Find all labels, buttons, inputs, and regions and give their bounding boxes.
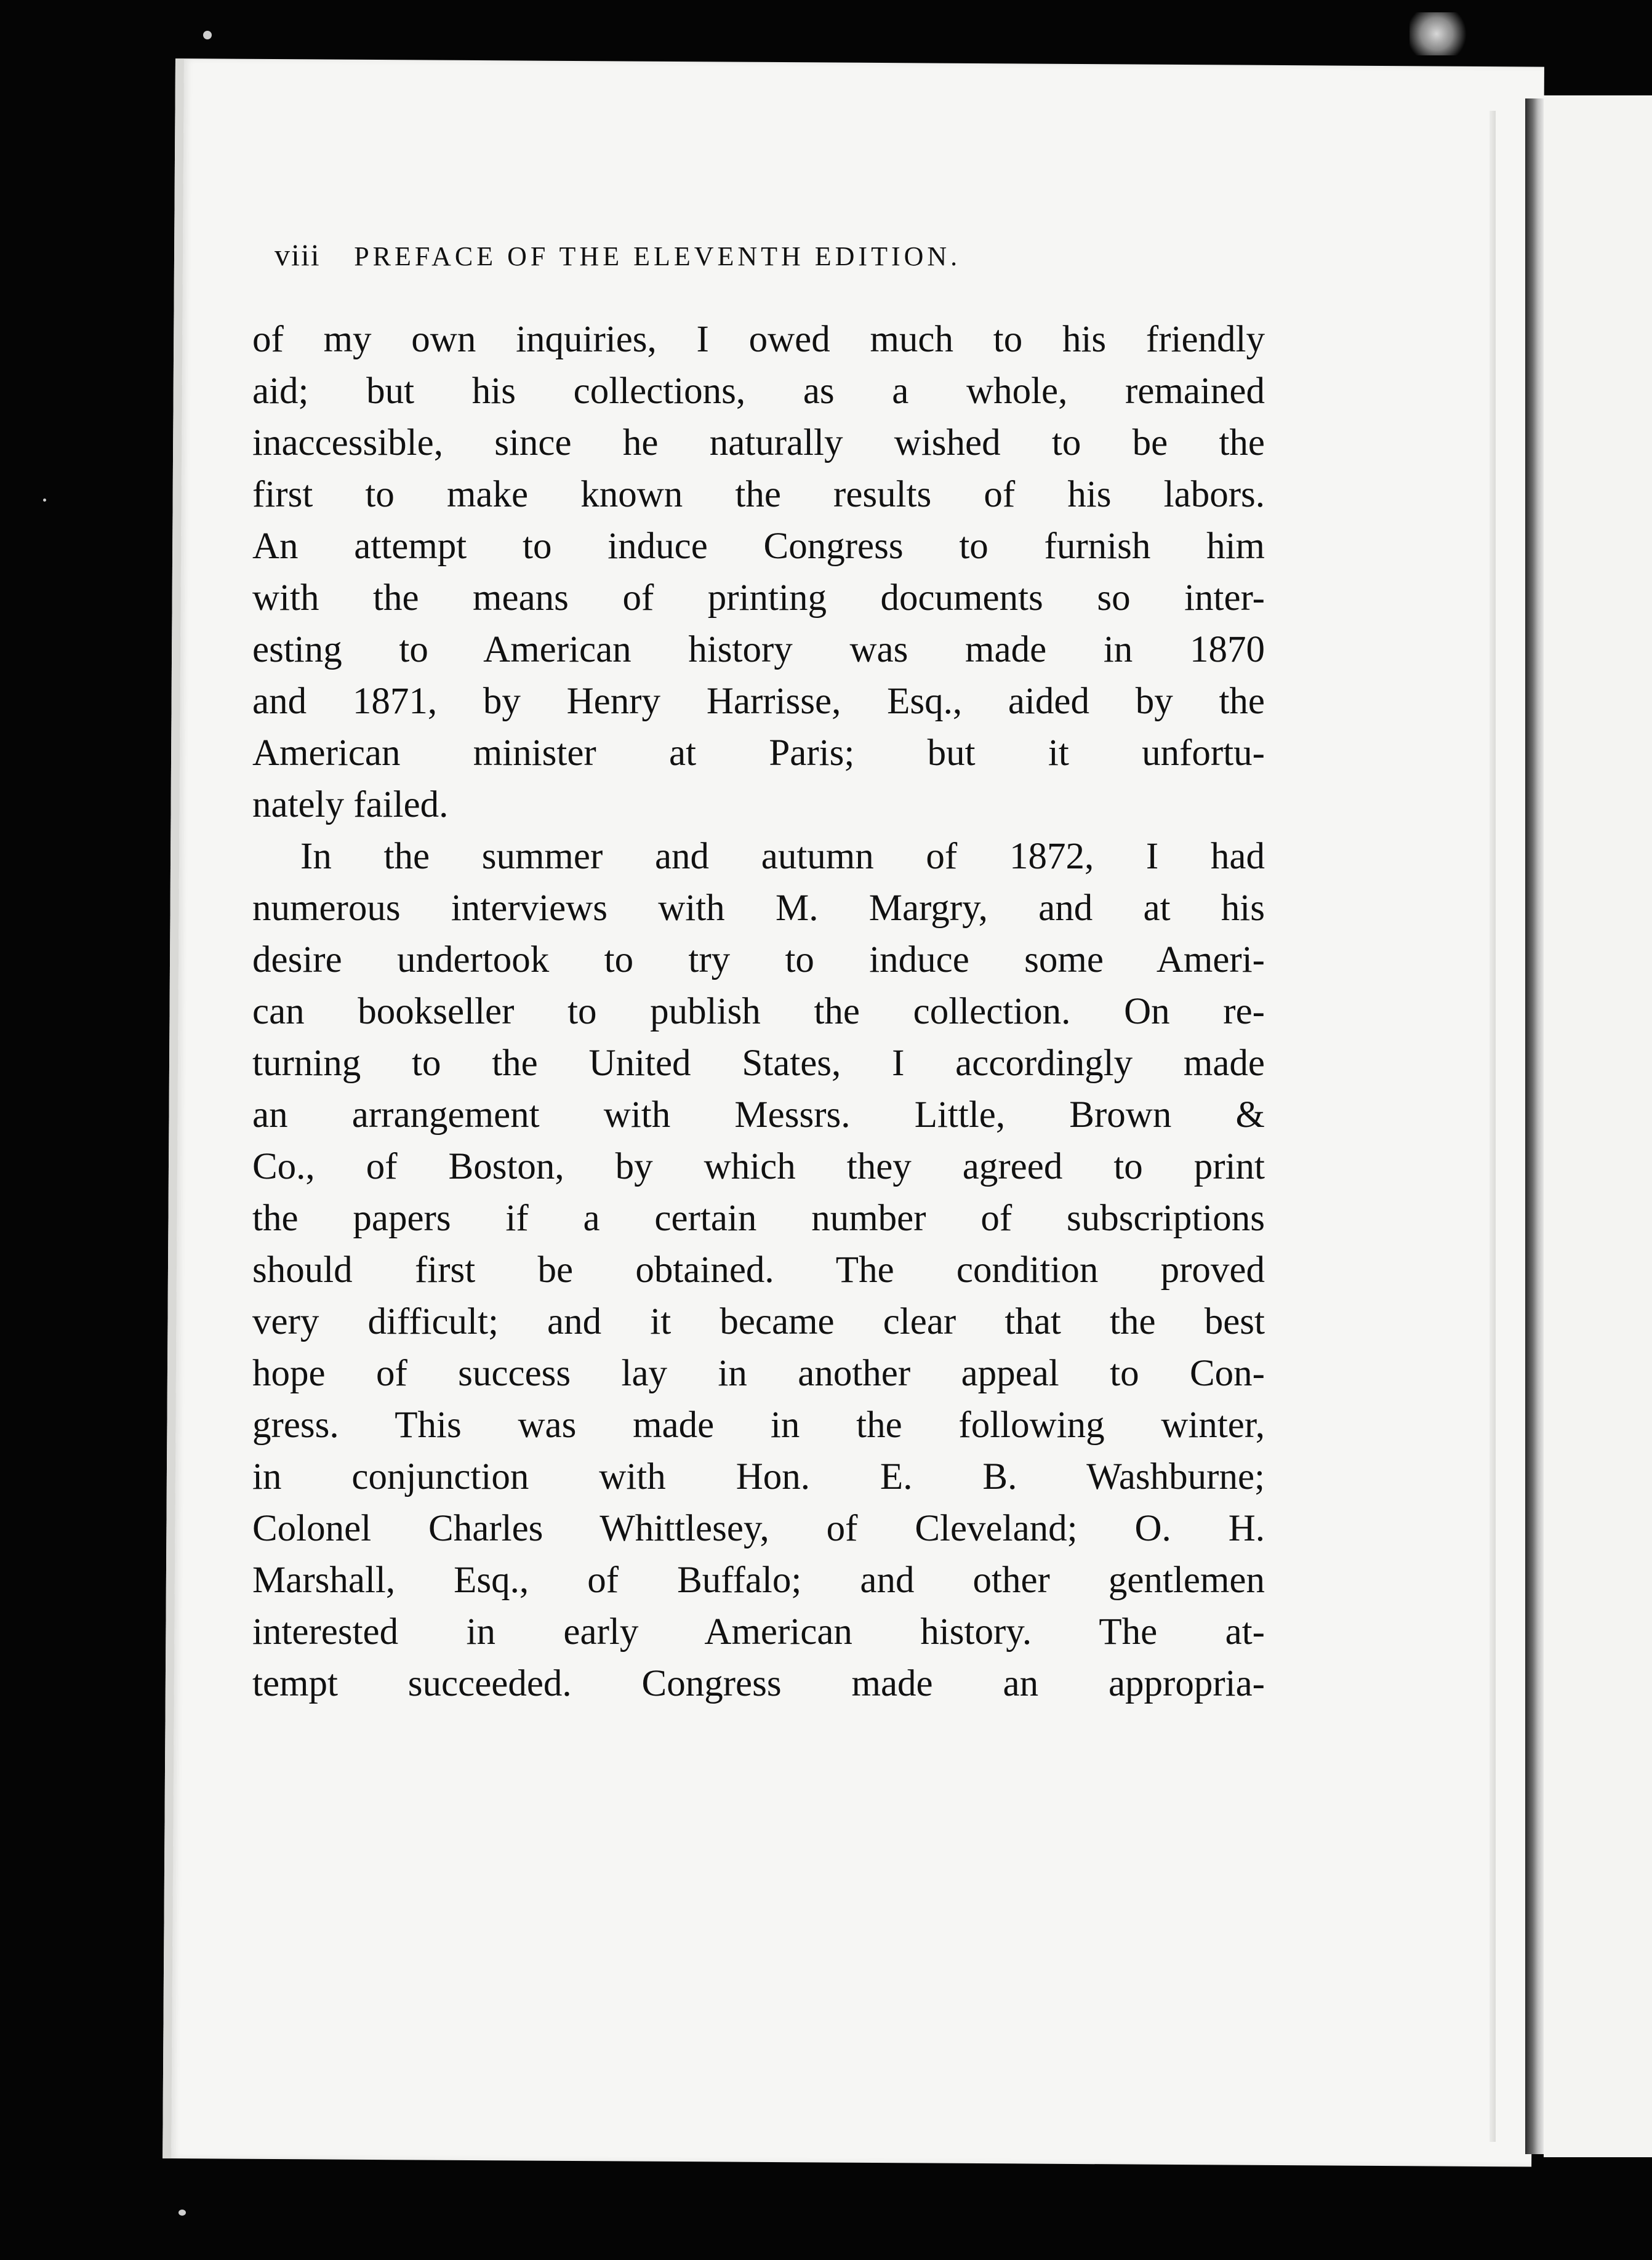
body-text: [252, 314, 1265, 1710]
text-line: aid; but his collections, as a whole, remained: [252, 371, 1265, 412]
dust-speck: [178, 2210, 186, 2216]
text-line: with the means of printing documents so inter-: [252, 577, 1265, 619]
text-line: tempt succeeded. Congress made an appropria-: [252, 1663, 1265, 1704]
scan-artifact: [1409, 12, 1477, 55]
text-line: the papers if a certain number of subscriptions: [252, 1198, 1265, 1239]
dust-speck: [43, 499, 46, 502]
text-line: should first be obtained. The condition proved: [252, 1249, 1265, 1291]
page-number: viii: [275, 238, 321, 272]
dust-speck: [203, 31, 212, 39]
paragraph-start: In the summer and autumn of 1872, I had: [300, 836, 1265, 877]
text-line: hope of success lay in another appeal to Con-: [252, 1353, 1265, 1394]
facing-page-strip: [1544, 95, 1652, 2157]
text-line: Co., of Boston, by which they agreed to print: [252, 1146, 1265, 1187]
text-line: in conjunction with Hon. E. B. Washburne;: [252, 1456, 1265, 1497]
text-line: and 1871, by Henry Harrisse, Esq., aided by the: [252, 681, 1265, 722]
running-head: [275, 237, 1235, 273]
text-line: of my own inquiries, I owed much to his friendly: [252, 319, 1265, 360]
text-line: gress. This was made in the following winter,: [252, 1404, 1265, 1446]
text-line: esting to American history was made in 1870: [252, 629, 1265, 670]
text-line: American minister at Paris; but it unfortu-: [252, 732, 1265, 774]
text-line: interested in early American history. The at-: [252, 1611, 1265, 1653]
text-line: Marshall, Esq., of Buffalo; and other gentlemen: [252, 1560, 1265, 1601]
text-line: can bookseller to publish the collection. On re-: [252, 991, 1265, 1032]
text-line: very difficult; and it became clear that the best: [252, 1301, 1265, 1342]
text-line: desire undertook to try to induce some Ameri-: [252, 939, 1265, 980]
text-line: numerous interviews with M. Margry, and at his: [252, 888, 1265, 929]
text-line: turning to the United States, I accordingly made: [252, 1043, 1265, 1084]
text-line: first to make known the results of his labors.: [252, 474, 1265, 515]
page-edge-shadow: [1490, 111, 1496, 2142]
text-line: An attempt to induce Congress to furnish him: [252, 526, 1265, 567]
text-line: nately failed.: [252, 784, 449, 825]
running-head-title: PREFACE OF THE ELEVENTH EDITION.: [354, 241, 961, 271]
text-line: Colonel Charles Whittlesey, of Cleveland; O. H.: [252, 1508, 1265, 1549]
text-line: an arrangement with Messrs. Little, Brown &: [252, 1094, 1265, 1136]
text-line: inaccessible, since he naturally wished to be the: [252, 422, 1265, 463]
book-gutter: [1525, 98, 1544, 2154]
